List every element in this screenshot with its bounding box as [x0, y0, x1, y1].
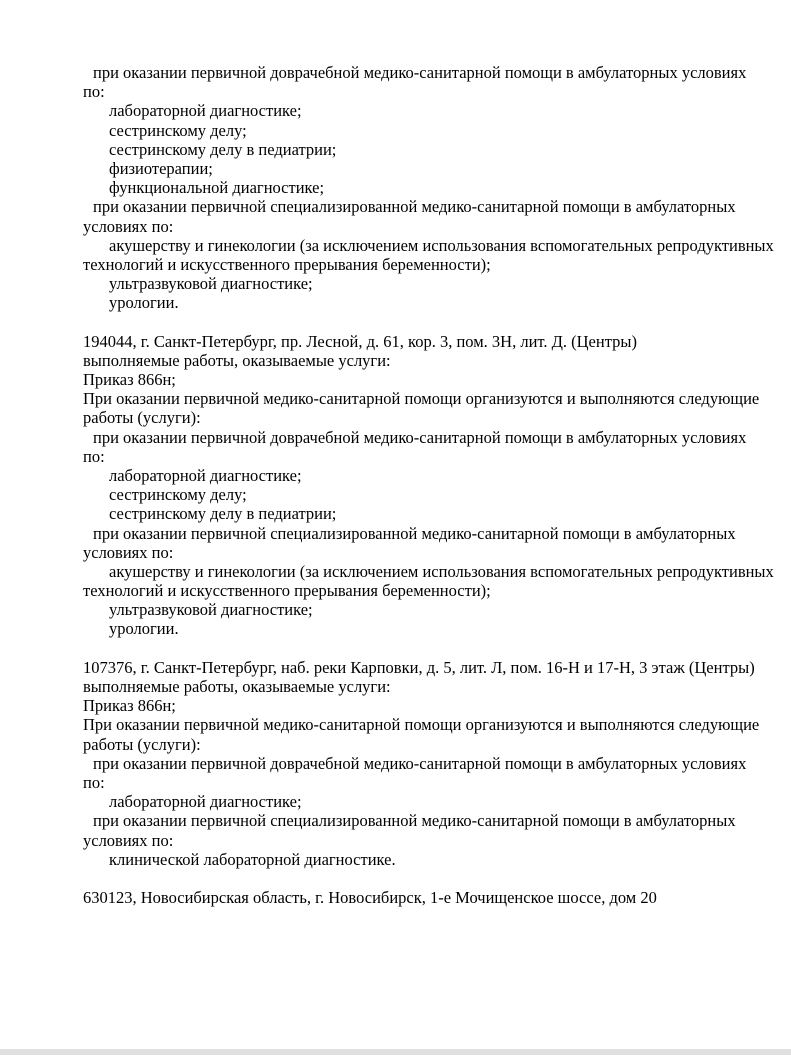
text-line: технологий и искусственного прерывания беременности); [83, 254, 491, 274]
document-section [83, 658, 773, 869]
text-line: по: [83, 446, 105, 466]
text-line: акушерству и гинекологии (за исключением использования вспомогательных репродуктивных [109, 561, 774, 581]
text-line: сестринскому делу в педиатрии; [109, 139, 337, 159]
text-line: работы (услуги): [83, 734, 201, 754]
document-text-body [83, 63, 773, 907]
text-line: при оказании первичной специализированной медико-санитарной помощи в амбулаторных [93, 197, 736, 217]
text-line: по: [83, 772, 105, 792]
text-line: ультразвуковой диагностике; [109, 600, 313, 620]
text-line: при оказании первичной доврачебной медико-санитарной помощи в амбулаторных условиях [93, 427, 747, 447]
text-line: физиотерапии; [109, 158, 213, 178]
text-line: акушерству и гинекологии (за исключением использования вспомогательных репродуктивных [109, 235, 774, 255]
text-line: урологии. [109, 619, 179, 639]
text-line: условиях по: [83, 216, 174, 236]
text-line: лабораторной диагностике; [109, 101, 302, 121]
text-line: при оказании первичной доврачебной медико-санитарной помощи в амбулаторных условиях [93, 63, 747, 82]
text-line: выполняемые работы, оказываемые услуги: [83, 350, 391, 370]
text-line: сестринскому делу в педиатрии; [109, 504, 337, 524]
text-line: условиях по: [83, 542, 174, 562]
text-line: урологии. [109, 293, 179, 313]
text-line: при оказании первичной специализированной медико-санитарной помощи в амбулаторных [93, 523, 736, 543]
document-section [83, 888, 773, 907]
text-line: сестринскому делу; [109, 120, 247, 140]
bottom-edge-bar [0, 1049, 791, 1055]
document-section [83, 332, 773, 639]
text-line: 107376, г. Санкт-Петербург, наб. реки Карповки, д. 5, лит. Л, пом. 16-Н и 17-Н, 3 этаж (Центры) [83, 657, 755, 677]
text-line: При оказании первичной медико-санитарной помощи организуются и выполняются следующие [83, 389, 760, 409]
text-line: Приказ 866н; [83, 370, 176, 389]
text-line: условиях по: [83, 830, 174, 850]
text-line: сестринскому делу; [109, 485, 247, 505]
text-line: лабораторной диагностике; [109, 465, 302, 485]
text-line: Приказ 866н; [83, 696, 176, 716]
text-line: лабораторной диагностике; [109, 792, 302, 812]
text-line: 630123, Новосибирская область, г. Новосибирск, 1-е Мочищенское шоссе, дом 20 [83, 888, 657, 908]
text-line: при оказании первичной специализированной медико-санитарной помощи в амбулаторных [93, 811, 736, 831]
text-line: технологий и искусственного прерывания беременности); [83, 581, 491, 601]
document-section [83, 63, 773, 312]
text-line: по: [83, 82, 105, 102]
text-line: при оказании первичной доврачебной медико-санитарной помощи в амбулаторных условиях [93, 753, 747, 773]
text-line: ультразвуковой диагностике; [109, 274, 313, 294]
text-line: функциональной диагностике; [109, 178, 325, 198]
text-line: клинической лабораторной диагностике. [109, 849, 396, 869]
text-line: 194044, г. Санкт-Петербург, пр. Лесной, д. 61, кор. 3, пом. 3Н, лит. Д. (Центры) [83, 331, 637, 351]
text-line: выполняемые работы, оказываемые услуги: [83, 677, 391, 696]
text-line: работы (услуги): [83, 408, 201, 428]
text-line: При оказании первичной медико-санитарной помощи организуются и выполняются следующие [83, 715, 760, 735]
